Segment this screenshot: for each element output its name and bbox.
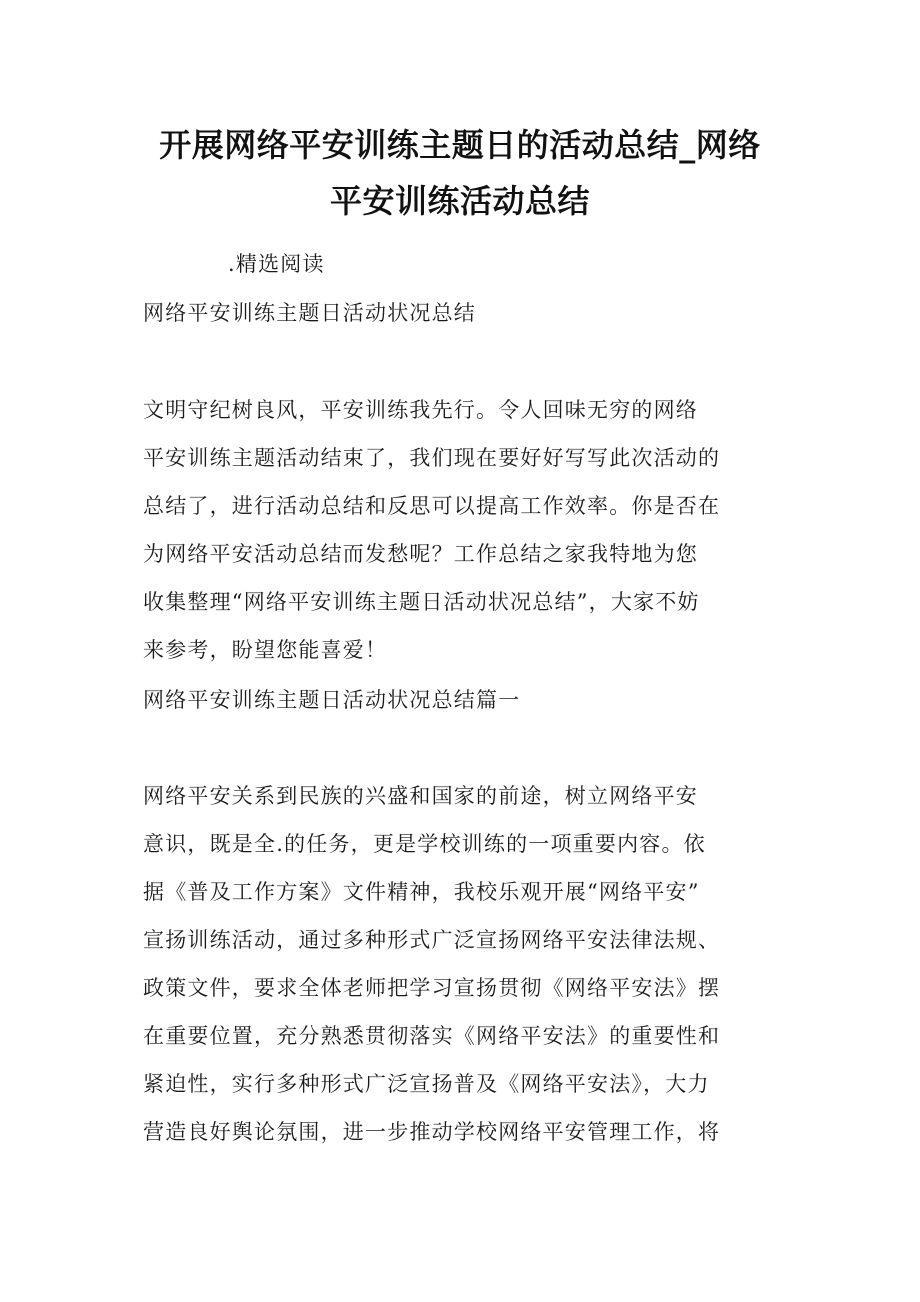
intro-line: 平安训练主题活动结束了，我们现在要好好写写此次活动的 bbox=[143, 446, 721, 470]
section-heading: 网络平安训练主题日活动状况总结篇一 bbox=[143, 688, 521, 712]
body-line: 宣扬训练活动，通过多种形式广泛宣扬网络平安法律法规、 bbox=[143, 928, 721, 952]
document-heading: 网络平安训练主题日活动状况总结 bbox=[143, 301, 476, 325]
document-subtitle: .精选阅读 bbox=[228, 252, 325, 276]
body-line: 据《普及工作方案》文件精神，我校乐观开展“网络平安” bbox=[143, 880, 700, 904]
body-line: 紧迫性，实行多种形式广泛宣扬普及《网络平安法》，大力 bbox=[143, 1072, 710, 1096]
intro-line: 来参考，盼望您能喜爱！ bbox=[143, 638, 388, 662]
intro-line: 收集整理“网络平安训练主题日活动状况总结”，大家不妨 bbox=[143, 590, 700, 614]
body-line: 营造良好舆论氛围，进一步推动学校网络平安管理工作，将 bbox=[143, 1120, 721, 1144]
body-line: 在重要位置，充分熟悉贯彻落实《网络平安法》的重要性和 bbox=[143, 1024, 721, 1048]
intro-line: 总结了，进行活动总结和反思可以提高工作效率。你是否在 bbox=[143, 494, 721, 518]
body-line: 意识，既是全.的任务，更是学校训练的一项重要内容。依 bbox=[143, 832, 706, 856]
document-title-line-2: 平安训练活动总结 bbox=[329, 182, 590, 220]
document-title-line-1: 开展网络平安训练主题日的活动总结_网络 bbox=[159, 126, 761, 164]
body-line: 网络平安关系到民族的兴盛和国家的前途，树立网络平安 bbox=[143, 784, 698, 808]
intro-line: 为网络平安活动总结而发愁呢？工作总结之家我特地为您 bbox=[143, 542, 698, 566]
intro-line: 文明守纪树良风，平安训练我先行。令人回味无穷的网络 bbox=[143, 398, 698, 422]
body-line: 政策文件，要求全体老师把学习宣扬贯彻《网络平安法》摆 bbox=[143, 976, 721, 1000]
